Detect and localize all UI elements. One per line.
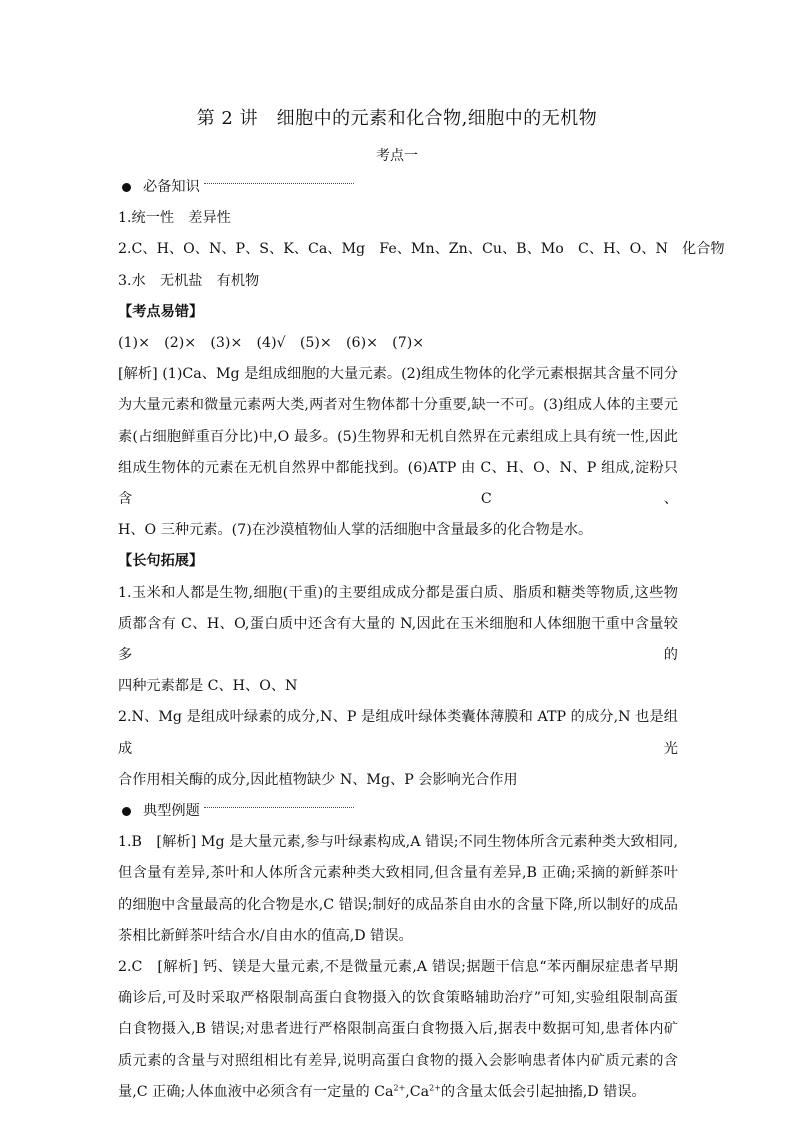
example-1-line: 的细胞中含量最高的化合物是水,C 错误;制好的成品茶自由水的含量下降,所以制好的成品 (118, 896, 678, 913)
superscript: 2+ (393, 1083, 406, 1093)
changju-line: 质都含有 C、H、O,蛋白质中还含有大量的 N,因此在玉米细胞和人体细胞干重中含量较多的 (118, 615, 678, 664)
kaodian-explanation-line: H、O 三种元素。(7)在沙漠植物仙人掌的活细胞中含量最多的化合物是水。 (118, 522, 593, 539)
document-body (118, 172, 725, 1108)
kaodian-explanation-line: [解析] (1)Ca、Mg 是组成细胞的大量元素。(2)组成生物体的化学元素根据其含量不同分 (118, 366, 678, 383)
kaodian-explanation-line: 组成生物体的元素在无机自然界中都能找到。(6)ATP 由 C、H、O、N、P 组成,淀粉只含 C、 (118, 459, 678, 508)
kaodian-heading: 【考点易错】 (118, 303, 204, 320)
dotted-divider (204, 807, 354, 808)
example-2-line: 2.C [解析] 钙、镁是大量元素,不是微量元素,A 错误;据题干信息“苯丙酮尿症患者早期 (118, 959, 678, 976)
example-2-line (118, 1077, 678, 1108)
knowledge-line-3: 3.水 无机盐 有机物 (118, 272, 260, 289)
bullet-icon (122, 807, 131, 816)
knowledge-line-2: 2.C、H、O、N、P、S、K、Ca、Mg Fe、Mn、Zn、Cu、B、Mo C、H、O、N 化合物 (118, 241, 725, 258)
example-2-line: 白食物摄入,B 错误;对患者进行严格限制高蛋白食物摄入后,据表中数据可知,患者体内矿 (118, 1021, 678, 1038)
example-1-line: 但含量有差异,茶叶和人体所含元素种类大致相同,但含量有差异,B 正确;采摘的新鲜茶叶 (118, 865, 678, 882)
example-2-text: ,Ca (405, 1083, 430, 1100)
section-title: 典型例题 (143, 803, 200, 820)
kaodian-explanation-line: 素(占细胞鲜重百分比)中,O 最多。(5)生物界和无机自然界在元素组成上具有统一性,因此 (118, 428, 678, 445)
knowledge-line-1: 1.统一性 差异性 (118, 210, 231, 227)
section-title: 必备知识 (143, 179, 200, 195)
kaodian-explanation-line: 为大量元素和微量元素两大类,两者对生物体都十分重要,缺一不可。(3)组成人体的主要元 (118, 397, 678, 414)
page-subtitle: 考点一 (376, 148, 418, 164)
kaodian-answers: (1)× (2)× (3)× (4)√ (5)× (6)× (7)× (118, 335, 425, 352)
example-2-line: 确诊后,可及时采取严格限制高蛋白食物摄入的饮食策略辅助治疗”可知,实验组限制高蛋 (118, 990, 678, 1007)
changju-line: 2.N、Mg 是组成叶绿素的成分,N、P 是组成叶绿体类囊体薄膜和 ATP 的成分,N 也是组成光 (118, 709, 678, 757)
example-2-text: 量,C 正确;人体血液中必须含有一定量的 Ca (118, 1083, 394, 1100)
example-2-text: 的含量太低会引起抽搐,D 错误。 (440, 1083, 646, 1100)
page-title: 第 2 讲 细胞中的元素和化合物,细胞中的无机物 (196, 108, 598, 129)
changju-line: 1.玉米和人都是生物,细胞(干重)的主要组成成分都是蛋白质、脂质和糖类等物质,这些物 (118, 584, 678, 601)
example-2-line: 质元素的含量与对照组相比有差异,说明高蛋白食物的摄入会影响患者体内矿质元素的含 (118, 1052, 678, 1069)
superscript: 2+ (429, 1083, 441, 1093)
section-header-knowledge (118, 172, 678, 203)
example-1-line: 1.B [解析] Mg 是大量元素,参与叶绿素构成,A 错误;不同生物体所含元素种类大致相同, (118, 834, 678, 851)
bullet-icon (122, 183, 131, 192)
example-1-line: 茶相比新鲜茶叶结合水/自由水的值高,D 错误。 (118, 927, 413, 944)
changju-line: 四种元素都是 C、H、O、N (118, 678, 298, 695)
dotted-divider (204, 183, 354, 184)
section-header-examples (118, 796, 678, 827)
changju-line: 合作用相关酶的成分,因此植物缺少 N、Mg、P 会影响光合作用 (118, 771, 518, 788)
changju-heading: 【长句拓展】 (118, 553, 204, 570)
